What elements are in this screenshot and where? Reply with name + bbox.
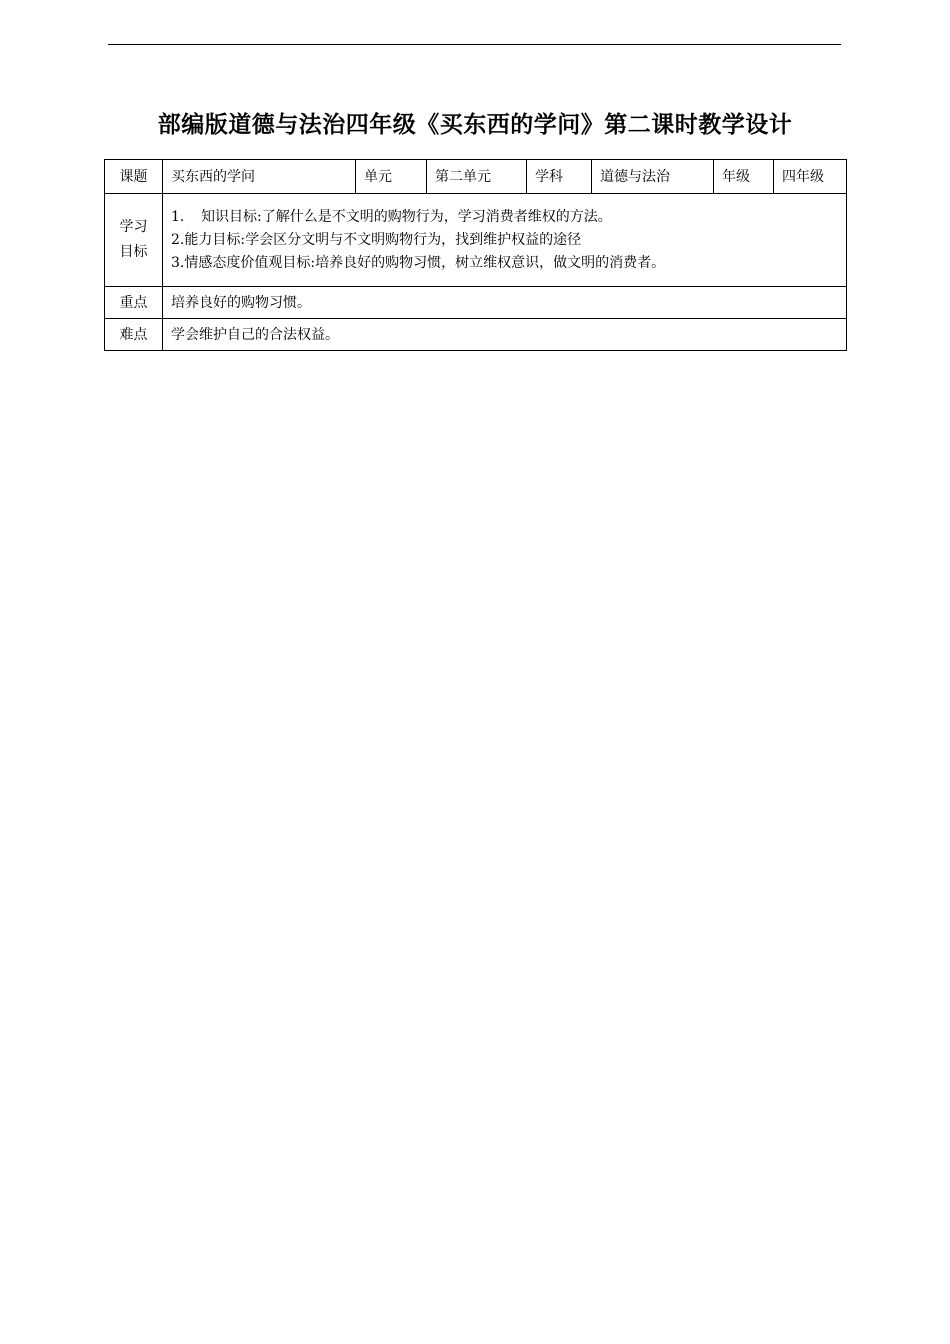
table-row-goals [105, 194, 847, 287]
topic-value: 买东西的学问 [163, 160, 356, 194]
difficulty-label: 难点 [105, 319, 163, 351]
goal-item [171, 229, 838, 252]
difficulty-value: 学会维护自己的合法权益。 [163, 319, 847, 351]
goal-item [171, 206, 838, 229]
goals-label [105, 194, 163, 287]
subject-label: 学科 [527, 160, 592, 194]
goal-text: 能力目标:学会区分文明与不文明购物行为，找到维护权益的途径 [184, 231, 582, 248]
key-point-label: 重点 [105, 287, 163, 319]
goals-label-line2: 目标 [119, 244, 148, 260]
lesson-plan-table [104, 159, 847, 351]
unit-value: 第二单元 [427, 160, 527, 194]
header-rule [108, 44, 841, 45]
subject-value: 道德与法治 [592, 160, 714, 194]
goal-item [171, 252, 838, 275]
key-point-value: 培养良好的购物习惯。 [163, 287, 847, 319]
document-title: 部编版道德与法治四年级《买东西的学问》第二课时教学设计 [157, 112, 793, 138]
grade-label: 年级 [714, 160, 774, 194]
unit-label: 单元 [356, 160, 427, 194]
goal-number: 3. [171, 254, 185, 271]
goals-content [163, 194, 847, 287]
grade-value: 四年级 [774, 160, 847, 194]
table-row-difficulty [105, 319, 847, 351]
topic-label: 课题 [105, 160, 163, 194]
table-row-header [105, 160, 847, 194]
goal-number: 1. [171, 208, 185, 225]
table-row-key-point [105, 287, 847, 319]
goal-number: 2. [171, 231, 185, 248]
goal-text: 情感态度价值观目标:培养良好的购物习惯，树立维权意识，做文明的消费者。 [184, 254, 666, 271]
goal-text: 知识目标:了解什么是不文明的购物行为，学习消费者维权的方法。 [201, 208, 612, 225]
goals-label-line1: 学习 [119, 219, 148, 235]
